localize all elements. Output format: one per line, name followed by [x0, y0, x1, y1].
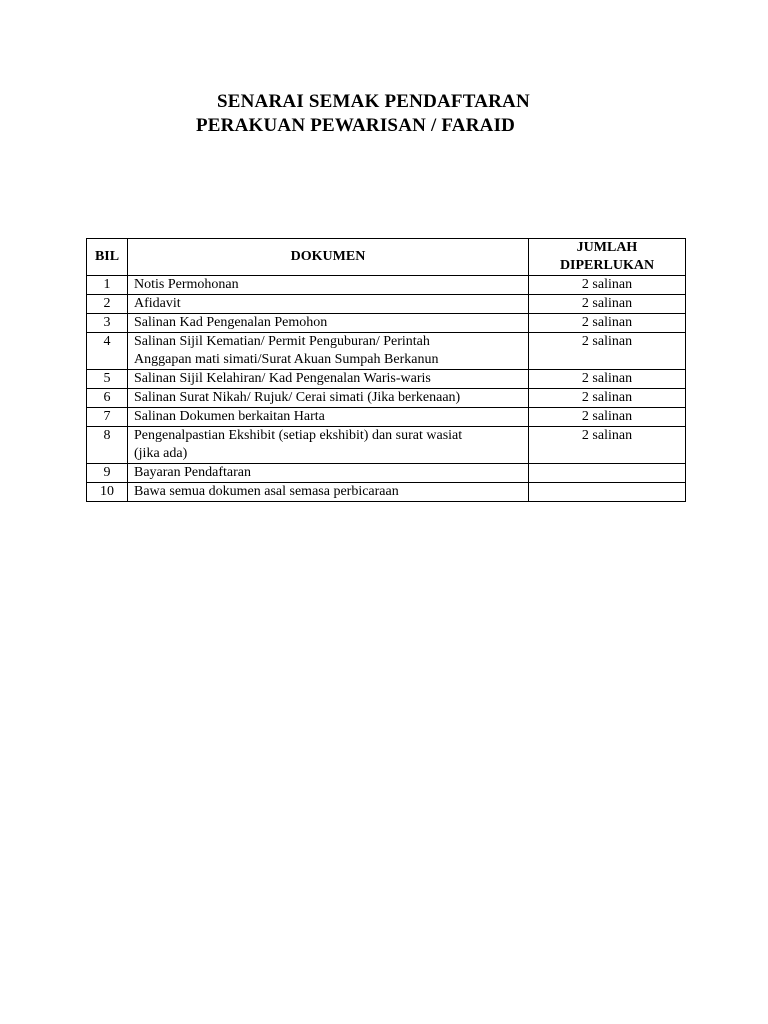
- row-number: 3: [87, 314, 128, 333]
- checklist-table: [86, 238, 686, 502]
- row-document: Salinan Surat Nikah/ Rujuk/ Cerai simati (Jika berkenaan): [128, 389, 529, 408]
- row-document: Notis Permohonan: [128, 276, 529, 295]
- row-quantity: 2 salinan: [529, 295, 686, 314]
- document-title-line-1: SENARAI SEMAK PENDAFTARAN: [217, 91, 530, 112]
- row-document-line-2: (jika ada): [134, 446, 188, 461]
- row-quantity: 2 salinan: [529, 427, 686, 464]
- row-number: 2: [87, 295, 128, 314]
- row-number: 1: [87, 276, 128, 295]
- row-number: 5: [87, 370, 128, 389]
- header-bil: BIL: [87, 239, 128, 276]
- row-document: [128, 427, 529, 464]
- row-quantity: 2 salinan: [529, 408, 686, 427]
- table-row: [87, 427, 686, 464]
- header-jumlah-line-1: JUMLAH: [576, 240, 638, 255]
- table-row: [87, 464, 686, 483]
- row-quantity: 2 salinan: [529, 370, 686, 389]
- row-number: 10: [87, 483, 128, 502]
- header-dokumen: DOKUMEN: [128, 239, 529, 276]
- row-quantity: 2 salinan: [529, 314, 686, 333]
- table-row: [87, 370, 686, 389]
- row-quantity: 2 salinan: [529, 333, 686, 370]
- table-row: [87, 389, 686, 408]
- table-row: [87, 314, 686, 333]
- row-quantity: 2 salinan: [529, 389, 686, 408]
- row-document-line-2: Anggapan mati simati/Surat Akuan Sumpah Berkanun: [134, 352, 439, 367]
- row-number: 6: [87, 389, 128, 408]
- table-row: [87, 276, 686, 295]
- row-document-line-1: Pengenalpastian Ekshibit (setiap ekshibit) dan surat wasiat: [134, 428, 463, 443]
- row-document-line-1: Salinan Sijil Kematian/ Permit Penguburan/ Perintah: [134, 334, 430, 349]
- row-document: Bayaran Pendaftaran: [128, 464, 529, 483]
- row-quantity: [529, 483, 686, 502]
- row-document: Afidavit: [128, 295, 529, 314]
- row-document: [128, 333, 529, 370]
- table-row: [87, 295, 686, 314]
- row-quantity: 2 salinan: [529, 276, 686, 295]
- row-number: 7: [87, 408, 128, 427]
- row-number: 8: [87, 427, 128, 464]
- table-row: [87, 408, 686, 427]
- row-number: 9: [87, 464, 128, 483]
- table-header-row: [87, 239, 686, 276]
- table-row: [87, 333, 686, 370]
- header-jumlah-diperlukan: [529, 239, 686, 276]
- row-document: Salinan Dokumen berkaitan Harta: [128, 408, 529, 427]
- table-row: [87, 483, 686, 502]
- row-document: Salinan Kad Pengenalan Pemohon: [128, 314, 529, 333]
- document-title-line-2: PERAKUAN PEWARISAN / FARAID: [196, 115, 516, 136]
- row-quantity: [529, 464, 686, 483]
- header-jumlah-line-2: DIPERLUKAN: [559, 258, 655, 273]
- row-document: Salinan Sijil Kelahiran/ Kad Pengenalan Waris-waris: [128, 370, 529, 389]
- row-document: Bawa semua dokumen asal semasa perbicaraan: [128, 483, 529, 502]
- row-number: 4: [87, 333, 128, 370]
